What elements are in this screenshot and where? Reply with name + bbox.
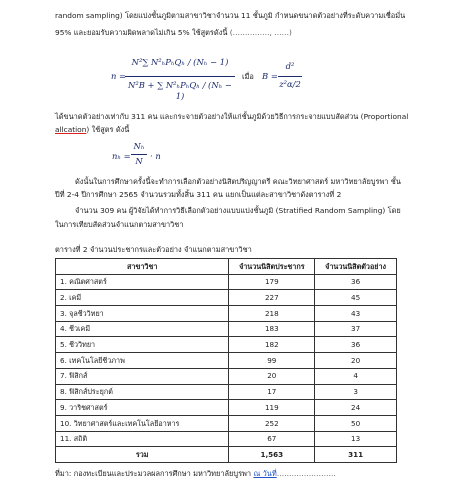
source-date-label: ณ วันที่ [253,469,277,478]
paragraph-2-line-2 [55,125,129,135]
table-row [56,368,397,384]
table-row [56,415,397,431]
population-count: 252 [229,415,315,431]
major-name: 1. คณิตศาสตร์ [56,274,229,290]
sample-count: 3 [315,384,397,400]
table-row [56,274,397,290]
sample-count: 36 [315,274,397,290]
sample-count: 43 [315,306,397,322]
major-name: 5. ชีววิทยา [56,337,229,353]
table-row [56,431,397,447]
table-total-row [56,447,397,463]
total-label: รวม [56,447,229,463]
population-count: 119 [229,400,315,416]
formula-1-condition-denominator: z²α/2 [279,79,301,89]
population-count: 67 [229,431,315,447]
table-row [56,384,397,400]
header-major: สาขาวิชา [56,259,229,275]
table-row [56,306,397,322]
table-caption: ตารางที่ 2 จำนวนประชากรและตัวอย่าง จำแนกตามสาขาวิชา [55,245,252,254]
paragraph-4-line-2: ในการเทียบสัดส่วนจำแนกตามสาขาวิชา [55,220,184,229]
major-name: 6. เทคโนโลยีชีวภาพ [56,353,229,369]
sample-count: 13 [315,431,397,447]
paragraph-1-line-2 [55,28,292,38]
formula-1-condition-bar [278,76,302,77]
formula-1-lhs: n = [111,71,127,81]
formula-2-lhs: nₕ = [112,151,131,161]
major-name: 11. สถิติ [56,431,229,447]
table-header-row [56,259,397,275]
major-name: 3. จุลชีววิทยา [56,306,229,322]
table-row [56,290,397,306]
major-name: 7. ฟิสิกส์ [56,368,229,384]
table-source [55,469,336,479]
population-count: 218 [229,306,315,322]
header-population: จำนวนนิสิตประชากร [229,259,315,275]
proportional-term: Proportional [363,112,409,121]
total-population: 1,563 [229,447,315,463]
citation-placeholder: (……………, ……) [227,28,292,37]
major-name: 2. เคมี [56,290,229,306]
table-row [56,353,397,369]
paragraph-1-line-2-text: 95% และยอมรับความผิดพลาดไม่เกิน 5% ใช้สูตรดังนี้ [55,28,228,37]
formula-1-condition-numerator: d² [285,61,295,71]
paragraph-2-line-1-text: ได้ขนาดตัวอย่างเท่ากับ 311 คน และกระจายตัวอย่างให้แก่ชั้นภูมิด้วยวิธีการกระจายแบบสัดส่วน ( [55,112,364,121]
population-count: 182 [229,337,315,353]
formula-1-fraction-bar [125,76,235,77]
sample-table [55,258,397,463]
major-name: 10. วิทยาศาสตร์และเทคโนโลยีอาหาร [56,415,229,431]
paragraph-1-line-1: random sampling) โดยแบ่งชั้นภูมิตามสาขาวิชาจำนวน 11 ชั้นภูมิ กำหนดขนาดตัวอย่างที่ระดับความเชื่อมั่น [55,11,406,20]
formula-1-numerator: N²∑ N²ₕPₕQₕ / (Nₕ − 1) [131,57,229,67]
paragraph-2-line-1 [55,112,408,122]
paragraph-4-line-1: จำนวน 309 คน ผู้วิจัยได้ทำการวิธีเลือกตัวอย่างแบบแบ่งชั้นภูมิ (Stratified Random Sampling) โดย [75,206,401,215]
sample-count: 24 [315,400,397,416]
population-count: 17 [229,384,315,400]
formula-1-condition-b: B = [262,71,278,81]
population-count: 183 [229,321,315,337]
paragraph-3-line-1: ดังนั้นในการศึกษาครั้งนี้จะทำการเลือกตัวอย่างนิสิตปริญญาตรี คณะวิทยาศาสตร์ มหาวิทยาลัยบูรพา ชั้น [75,177,401,186]
allcation-misspelled-term: allcation [55,125,87,134]
header-sample: จำนวนนิสิตตัวอย่าง [315,259,397,275]
total-sample: 311 [315,447,397,463]
major-name: 4. ชีวเคมี [56,321,229,337]
table-row [56,321,397,337]
table-row [56,400,397,416]
source-text: ที่มา: กองทะเบียนและประมวลผลการศึกษา มหาวิทยาลัยบูรพา [55,469,252,478]
sample-count: 45 [315,290,397,306]
paragraph-2-line-2-text: ) ใช้สูตร ดังนี้ [86,125,130,134]
formula-2-tail: · n [150,151,161,161]
source-date-placeholder: …………………… [276,469,336,478]
formula-1-denominator: N²B + ∑ N²ₕPₕQₕ / (Nₕ − 1) [128,80,232,101]
sample-count: 37 [315,321,397,337]
table-row [56,337,397,353]
formula-2-numerator: Nₕ [133,141,145,151]
paragraph-3-line-2: ปีที่ 2-4 ปีการศึกษา 2565 จำนวนรวมทั้งสิ้น 311 คน แยกเป็นแต่ละสาขาวิชาดังตารางที่ 2 [55,190,342,199]
major-name: 9. วาริชศาสตร์ [56,400,229,416]
population-count: 20 [229,368,315,384]
sample-count: 50 [315,415,397,431]
population-count: 227 [229,290,315,306]
formula-2-denominator: N [135,156,143,166]
major-name: 8. ฟิสิกส์ประยุกต์ [56,384,229,400]
population-count: 99 [229,353,315,369]
sample-count: 36 [315,337,397,353]
formula-1-condition-word: เมื่อ [242,72,254,81]
sample-count: 4 [315,368,397,384]
formula-2-fraction-bar [131,154,147,155]
population-count: 179 [229,274,315,290]
sample-count: 20 [315,353,397,369]
